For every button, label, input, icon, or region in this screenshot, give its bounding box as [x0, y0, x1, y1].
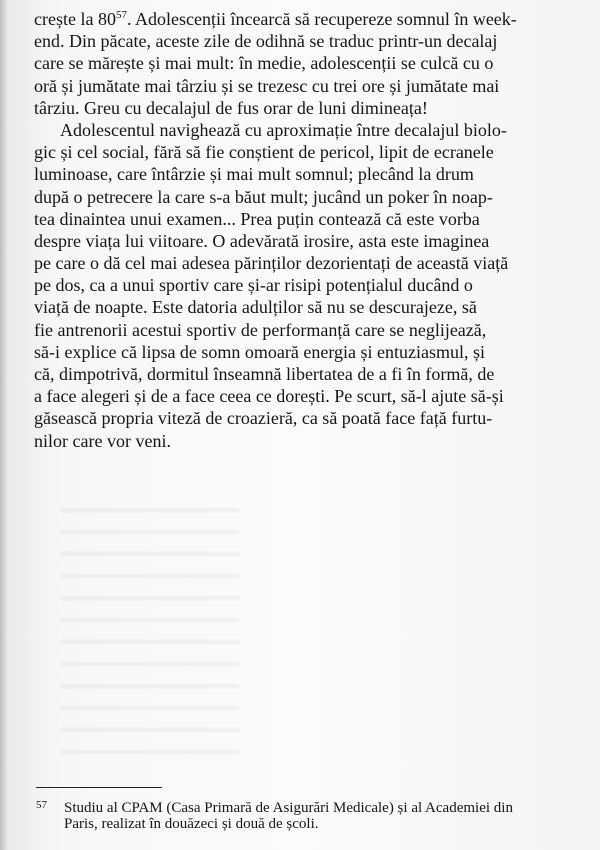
footnote-text: Studiu al CPAM (Casa Primară de Asigurări Medicale) și al Academiei din — [64, 800, 513, 816]
paragraph-1-line: târziu. Greu cu decalajul de fus orar de luni dimineața! — [34, 97, 428, 118]
paragraph-2-line: Adolescentul navighează cu aproximație între decalajul biolo- — [60, 119, 507, 140]
paragraph-2-line: după o petrecere la care s-a băut mult; jucând un poker în noap- — [34, 186, 493, 207]
bleed-through-text — [60, 495, 240, 765]
paragraph-1-line: care se mărește și mai mult: în medie, adolescenții se culcă cu o — [34, 53, 494, 74]
paragraph-2-line: să-i explice că lipsa de somn omoară energia și entuziasmul, și — [34, 341, 486, 362]
paragraph-1-line: oră și jumătate mai târziu și se trezesc cu trei ore și jumătate mai — [34, 75, 500, 96]
paragraph-2-line: viață de noapte. Este datoria adulților să nu se descurajeze, să — [34, 297, 477, 318]
paragraph-2-line: gic și cel social, fără să fie conștient de pericol, lipit de ecranele — [34, 142, 494, 163]
paragraph-2-line: pe care o dă cel mai adesea părinților dezorientați de această viață — [34, 253, 509, 274]
footnote-divider — [36, 787, 162, 788]
paragraph-2-line: că, dimpotrivă, dormitul înseamnă libertatea de a fi în formă, de — [34, 364, 495, 384]
paragraph-1-line-1: crește la $80^{57}$. Adolescenții încearcă să recupereze somnul în week- — [34, 9, 517, 29]
body-text — [34, 8, 582, 452]
footnote-line-2: Paris, realizat în douăzeci și două de școli. — [64, 816, 319, 832]
paragraph-2-line: despre viața lui viitoare. O adevărată irosire, asta este imaginea — [34, 230, 490, 251]
paragraph-2-line: găsească propria viteză de croazieră, ca să poată face față furtu- — [34, 408, 493, 429]
paragraph-2-line: a face alegeri și de a face ceea ce dorești. Pe scurt, să-l ajute să-și — [34, 386, 504, 407]
footnote-line-1 — [36, 796, 584, 815]
page-edge-shadow — [0, 0, 8, 850]
paragraph-1-line: end. Din păcate, aceste zile de odihnă se traduc printr-un decalaj — [34, 31, 498, 52]
footnote-reference: 57 — [115, 9, 127, 21]
paragraph-2-line: pe dos, ca a unui sportiv care și-ar risipi potențialul ducând o — [34, 275, 473, 296]
paragraph-2-line: nilor care vor veni. — [34, 430, 171, 451]
paragraph-2-line: tea dinaintea unui examen... Prea puțin contează că este vorba — [34, 208, 480, 229]
footnote-number: 57 — [36, 799, 47, 811]
footnote — [36, 796, 584, 834]
paragraph-2-line: luminoase, care întârzie și mai mult somnul; plecând la drum — [34, 164, 474, 185]
paragraph-2-line: fie antrenorii acestui sportiv de performanță care se neglijează, — [34, 319, 487, 340]
